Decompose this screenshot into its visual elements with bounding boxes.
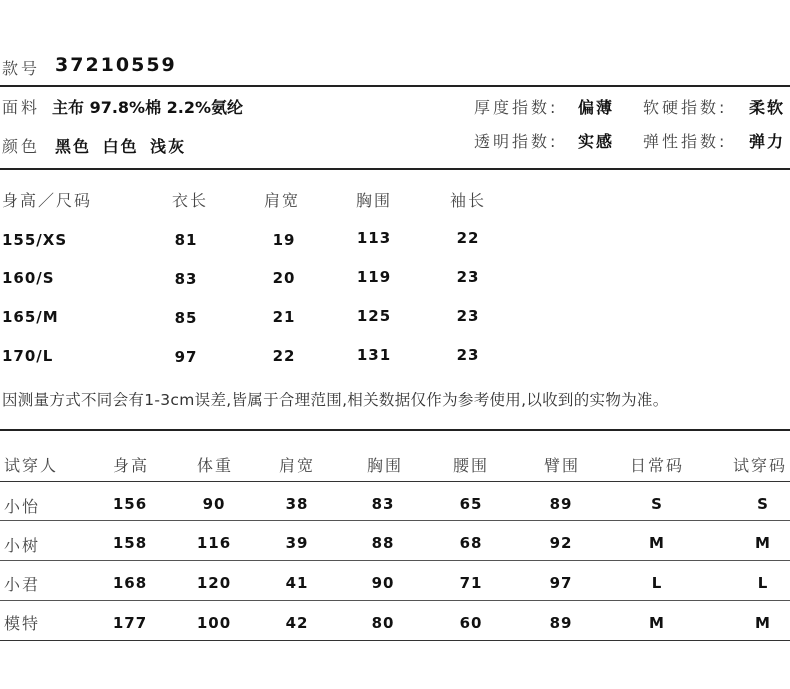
color-label: 颜色 (2, 137, 41, 156)
model-table-header-chest: 胸围 (366, 456, 404, 475)
waist-cell: 60 (459, 614, 483, 632)
arm-cell: 89 (549, 495, 573, 513)
model-table-header-shoulder: 肩宽 (278, 456, 316, 475)
model-table-header-weight: 体重 (196, 456, 234, 475)
weight-cell: 120 (196, 574, 232, 592)
person-cell: 小君 (4, 575, 41, 594)
thickness-index-label: 厚度指数: (474, 98, 559, 117)
chest-cell: 125 (356, 307, 392, 325)
tried-size-cell: M (755, 534, 771, 552)
size-table-header-length: 衣长 (171, 191, 209, 210)
waist-cell: 71 (459, 574, 483, 592)
height-cell: 177 (112, 614, 148, 632)
weight-cell: 90 (202, 495, 226, 513)
person-cell: 模特 (4, 614, 41, 633)
transparency-index-value: 实感 (578, 132, 615, 151)
model-table-header-waist: 腰围 (452, 456, 490, 475)
shoulder-cell: 19 (272, 231, 296, 249)
size-cell: 155/XS (2, 231, 68, 249)
fabric-label: 面料 (2, 98, 41, 117)
model-table-header-person: 试穿人 (4, 456, 59, 475)
chest-cell: 80 (371, 614, 395, 632)
weight-cell: 116 (196, 534, 232, 552)
chest-cell: 119 (356, 268, 392, 286)
sleeve-cell: 23 (456, 307, 480, 325)
chest-cell: 88 (371, 534, 395, 552)
size-cell: 170/L (2, 347, 54, 365)
divider (0, 85, 790, 87)
color-value: 黑色 白色 浅灰 (55, 137, 187, 156)
size-cell: 165/M (2, 308, 59, 326)
sleeve-cell: 23 (456, 268, 480, 286)
person-cell: 小树 (4, 536, 41, 555)
weight-cell: 100 (196, 614, 232, 632)
divider (0, 640, 790, 641)
softness-index-label: 软硬指数: (643, 98, 728, 117)
arm-cell: 89 (549, 614, 573, 632)
shoulder-cell: 41 (285, 574, 309, 592)
chest-cell: 113 (356, 229, 392, 247)
shoulder-cell: 20 (272, 269, 296, 287)
sleeve-cell: 22 (456, 229, 480, 247)
shoulder-cell: 38 (285, 495, 309, 513)
shoulder-cell: 42 (285, 614, 309, 632)
divider (0, 481, 790, 482)
height-cell: 158 (112, 534, 148, 552)
style-number-label: 款号 (2, 59, 41, 78)
softness-index-value: 柔软 (749, 98, 786, 117)
waist-cell: 68 (459, 534, 483, 552)
length-cell: 83 (174, 270, 198, 288)
tried-size-cell: M (755, 614, 771, 632)
size-cell: 160/S (2, 269, 55, 287)
daily-size-cell: S (651, 495, 663, 513)
daily-size-cell: M (649, 534, 665, 552)
shoulder-cell: 21 (272, 308, 296, 326)
size-table-header-chest: 胸围 (355, 191, 393, 210)
transparency-index-label: 透明指数: (474, 132, 559, 151)
divider (0, 520, 790, 521)
style-number-value: 37210559 (55, 54, 177, 76)
model-table-header-arm: 臂围 (543, 456, 581, 475)
model-table-header-daily-size: 日常码 (629, 456, 685, 475)
fabric-value: 主布 97.8%棉 2.2%氨纶 (52, 98, 244, 117)
shoulder-cell: 22 (272, 347, 296, 365)
size-table-header-shoulder: 肩宽 (263, 191, 301, 210)
sleeve-cell: 23 (456, 346, 480, 364)
model-table-header-height: 身高 (112, 456, 150, 475)
divider (0, 429, 790, 431)
divider (0, 600, 790, 601)
length-cell: 85 (174, 309, 198, 327)
chest-cell: 90 (371, 574, 395, 592)
model-table-header-tried-size: 试穿码 (732, 456, 788, 475)
size-table-header-sleeve: 袖长 (449, 191, 487, 210)
height-cell: 156 (112, 495, 148, 513)
length-cell: 97 (174, 348, 198, 366)
divider (0, 168, 790, 170)
divider (0, 560, 790, 561)
waist-cell: 65 (459, 495, 483, 513)
measurement-note: 因测量方式不同会有1-3cm误差,皆属于合理范围,相关数据仅作为参考使用,以收到的实物为准。 (2, 391, 669, 409)
chest-cell: 83 (371, 495, 395, 513)
elasticity-index-label: 弹性指数: (643, 132, 728, 151)
thickness-index-value: 偏薄 (578, 98, 615, 117)
arm-cell: 97 (549, 574, 573, 592)
arm-cell: 92 (549, 534, 573, 552)
tried-size-cell: S (757, 495, 769, 513)
size-table-header-size: 身高／尺码 (2, 191, 93, 210)
shoulder-cell: 39 (285, 534, 309, 552)
length-cell: 81 (174, 231, 198, 249)
height-cell: 168 (112, 574, 148, 592)
daily-size-cell: L (651, 574, 663, 592)
tried-size-cell: L (757, 574, 769, 592)
daily-size-cell: M (649, 614, 665, 632)
chest-cell: 131 (356, 346, 392, 364)
elasticity-index-value: 弹力 (749, 132, 786, 151)
person-cell: 小怡 (4, 497, 41, 516)
